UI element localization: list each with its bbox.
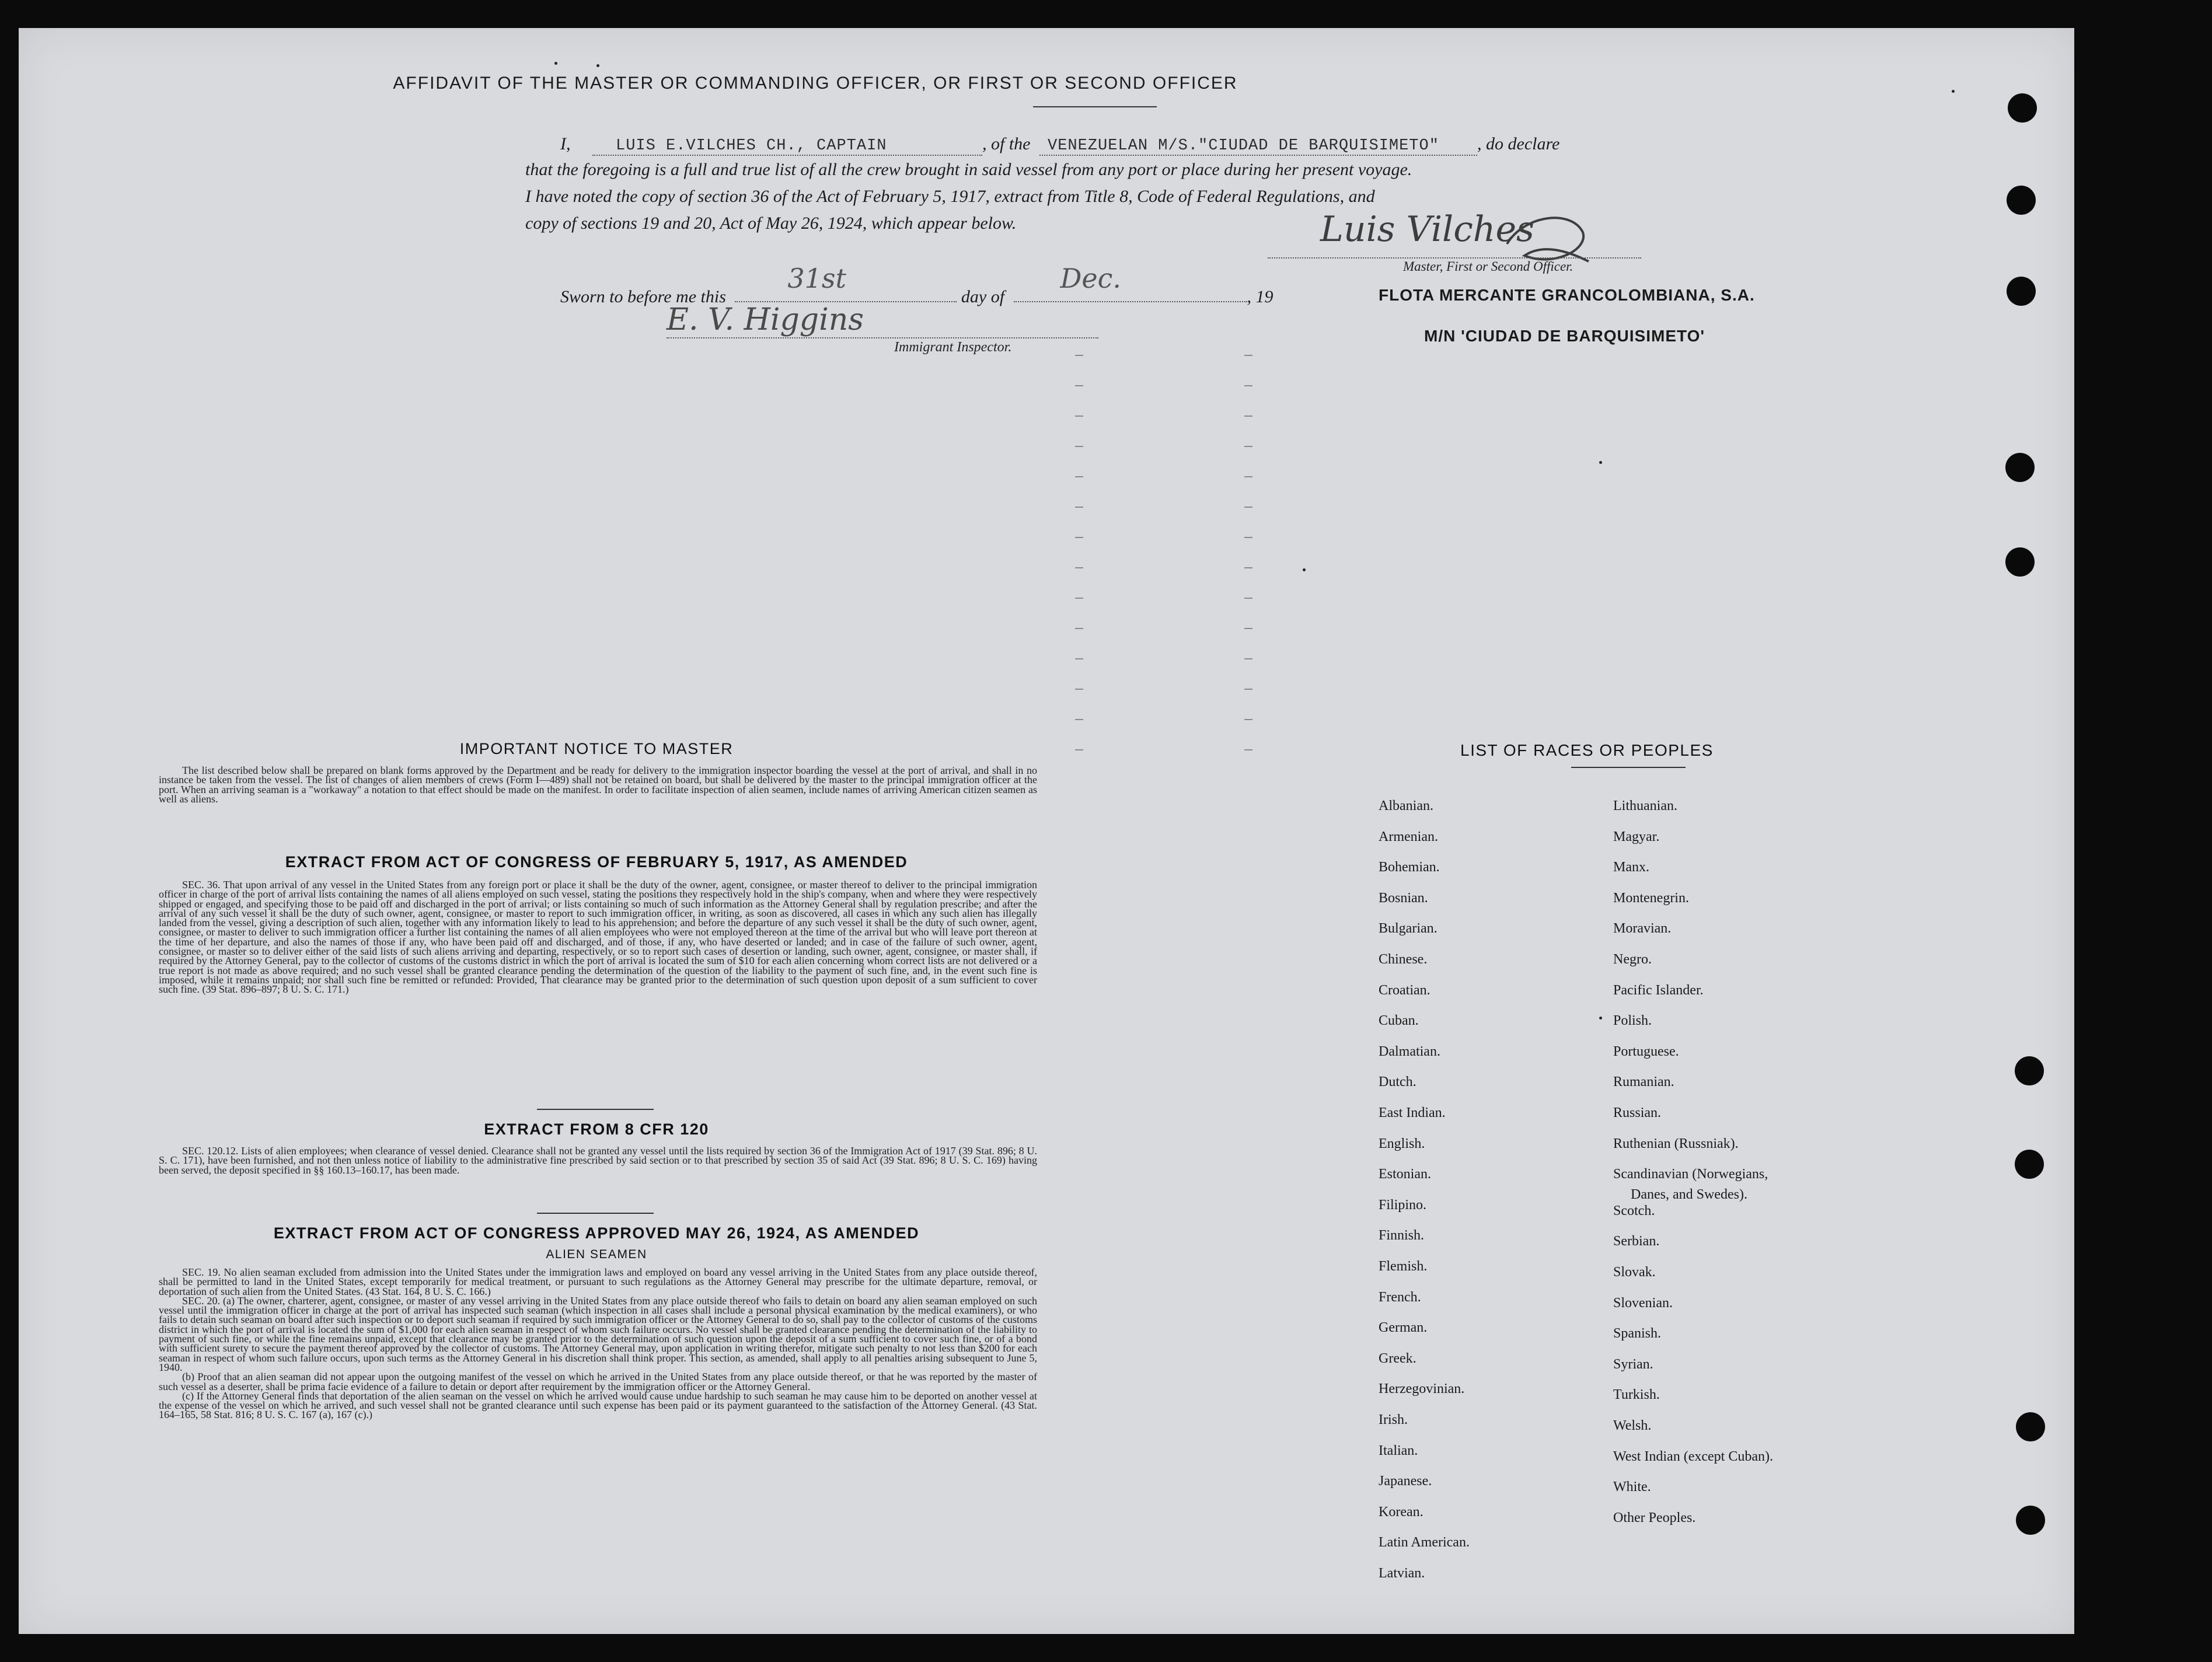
race-left-item: Estonian. (1379, 1167, 1431, 1182)
races-left-column (1379, 798, 1600, 1615)
year-prefix: , 19 (1247, 287, 1274, 306)
race-left-item: Flemish. (1379, 1259, 1428, 1274)
binder-hole (2016, 1506, 2045, 1535)
race-right-item: Spanish. (1613, 1326, 1662, 1342)
race-right-item: Russian. (1613, 1105, 1662, 1120)
sec-20a-paragraph: SEC. 20. (a) The owner, charterer, agent, consignee, or master of any vessel arriving in the United States from any place outside thereof who fails to detain on board any alien seaman employed on such vessel until the immigration officer in charge at the port of arrival has inspected such seaman (which inspection in all cases shall include a personal physical examination by the medical examiners), or who fails to detain such seaman on board after such inspection or to deport such seaman if required by such immigration officer or the Attorney General to do so, shall pay to the collector of customs of the customs district in which the port of arrival is located the sum of $1,000 for each alien seaman in respect of whom such failure occurs. No vessel shall be granted clearance pending the determination of the liability to payment of such fine, or while the fine remains unpaid, except that clearance may be granted prior to the determination of such question upon the deposit of a sum sufficient to cover such fine, or of a bond with sufficient surety to secure the payment thereof approved by the collector of customs. The Attorney General may, upon application in writing therefor, mitigate such penalty to not less than $200 for each seaman in respect of whom such failure occurs, upon such terms as the Attorney General in his discretion shall think proper. This section, as amended, shall apply to all penalties arising subsequent to June 5, 1940. (159, 1294, 1037, 1373)
speck-mark (554, 62, 557, 65)
extract-1917-heading: EXTRACT FROM ACT OF CONGRESS OF FEBRUARY 5, 1917, AS AMENDED (285, 853, 908, 871)
dash-mark (1244, 476, 1252, 477)
dash-mark (1075, 689, 1083, 690)
title-rule (1033, 106, 1157, 107)
extract-cfr-heading: EXTRACT FROM 8 CFR 120 (484, 1120, 709, 1138)
race-left-item: Bosnian. (1379, 890, 1428, 906)
binder-hole (2008, 93, 2037, 123)
race-left-item: Bulgarian. (1379, 921, 1438, 937)
notice-heading: IMPORTANT NOTICE TO MASTER (459, 740, 734, 757)
binder-hole (2016, 1412, 2045, 1441)
dash-mark (1075, 628, 1083, 629)
race-left-item: Korean. (1379, 1504, 1424, 1520)
race-left-item: Bohemian. (1379, 860, 1440, 875)
race-left-item: Herzegovinian. (1379, 1381, 1465, 1397)
speck-mark (596, 64, 599, 67)
binder-hole (2007, 186, 2036, 215)
race-right-item: Magyar. (1613, 829, 1660, 844)
race-left-item: Chinese. (1379, 952, 1428, 967)
race-left-item: Croatian. (1379, 982, 1431, 998)
dash-mark (1075, 355, 1083, 356)
race-left-item: Dutch. (1379, 1074, 1416, 1090)
extract-1924-heading: EXTRACT FROM ACT OF CONGRESS APPROVED MAY 26, 1924, AS AMENDED (273, 1224, 920, 1242)
sworn-label: Sworn to before me this (560, 287, 726, 306)
race-left-item: Irish. (1379, 1412, 1408, 1427)
dash-mark (1244, 537, 1252, 538)
sec-19-paragraph: SEC. 19. No alien seaman excluded from admission into the United States under the immigration laws and employed on board any vessel arriving in the United States from any place outside thereof, shall be permitted to land in the United States, except temporarily for medical treatment, or pursuant to such regulations as the Attorney General may prescribe for the ultimate departure, removal, or deportation of such alien from the United States. (43 Stat. 164, 8 U. S. C. 166.) (159, 1266, 1037, 1297)
officer-name: LUIS E.VILCHES CH., CAPTAIN (616, 137, 887, 155)
affidavit-line-4: copy of sections 19 and 20, Act of May 26, 1924, which appear below. (525, 214, 1017, 233)
race-right-item: Scotch. (1613, 1203, 1655, 1218)
binder-hole (2005, 453, 2035, 482)
race-left-item: Latin American. (1379, 1535, 1470, 1551)
race-right-item: White. (1613, 1479, 1651, 1495)
race-left-item: Cuban. (1379, 1013, 1419, 1029)
affidavit-line-1 (560, 134, 1559, 156)
dash-mark (1075, 567, 1083, 568)
race-right-item: Portuguese. (1613, 1043, 1679, 1059)
race-left-item: German. (1379, 1320, 1428, 1336)
dash-mark (1244, 598, 1252, 599)
i-label: I, (560, 134, 571, 153)
of-the-label: , of the (982, 134, 1031, 153)
race-left-item: Armenian. (1379, 829, 1438, 844)
dash-mark (1075, 507, 1083, 508)
dash-mark (1075, 385, 1083, 386)
dash-mark (1244, 416, 1252, 417)
race-right-item: Montenegrin. (1613, 890, 1689, 906)
dash-mark (1244, 507, 1252, 508)
dash-mark (1244, 355, 1252, 356)
sec-20c-paragraph: (c) If the Attorney General finds that deportation of the alien seaman on the vessel on which he arrived would cause undue hardship to such seaman he may cause him to be deported on another vessel at the expense of the vessel on which he arrived, and such vessel shall not be granted clearance until such expense has been paid or its payment guaranteed to the satisfaction of the Attorney General. (43 Stat. 164–165, 58 Stat. 816; 8 U. S. C. 167 (a), 167 (c).) (159, 1389, 1037, 1421)
race-left-item: French. (1379, 1289, 1421, 1305)
affidavit-title: AFFIDAVIT OF THE MASTER OR COMMANDING OFFICER, OR FIRST OR SECOND OFFICER (393, 74, 1238, 93)
master-signature: Luis Vilches (1320, 209, 1534, 250)
sworn-month: Dec. (1060, 263, 1122, 294)
speck-mark (1599, 1017, 1602, 1019)
day-of-label: day of (961, 287, 1005, 306)
document-page (19, 28, 2074, 1634)
inspector-signature-line (667, 337, 1098, 338)
race-right-item: Moravian. (1613, 921, 1672, 937)
race-right-item: Slovak. (1613, 1265, 1656, 1280)
binder-hole (2015, 1056, 2044, 1085)
race-right-item: Danes, and Swedes). (1631, 1186, 1747, 1202)
dash-mark (1244, 628, 1252, 629)
races-right-column (1613, 798, 1917, 1615)
race-right-item: Scandinavian (Norwegians, (1613, 1167, 1768, 1182)
race-right-item: Other Peoples. (1613, 1510, 1696, 1525)
dash-mark (1244, 719, 1252, 720)
dash-mark (1075, 658, 1083, 659)
extract-cfr-text (159, 1146, 1037, 1175)
race-left-item: Greek. (1379, 1350, 1416, 1366)
dash-mark (1075, 598, 1083, 599)
dash-mark (1244, 567, 1252, 568)
race-right-item: Serbian. (1613, 1234, 1660, 1249)
affidavit-line-2: that the foregoing is a full and true list of all the crew brought in said vessel from any port or place during her present voyage. (525, 160, 1412, 179)
dash-mark (1244, 385, 1252, 386)
race-right-item: West Indian (except Cuban). (1613, 1448, 1773, 1464)
inspector-label: Immigrant Inspector. (894, 340, 1012, 355)
race-left-item: Albanian. (1379, 798, 1433, 813)
sworn-day-field (735, 263, 957, 302)
do-declare-label: , do declare (1477, 134, 1560, 153)
race-right-item: Welsh. (1613, 1418, 1652, 1433)
races-heading-rule (1571, 767, 1686, 768)
race-right-item: Polish. (1613, 1013, 1652, 1029)
speck-mark (1303, 568, 1306, 571)
officer-name-field (592, 134, 982, 156)
extract-1917-paragraph: SEC. 36. That upon arrival of any vessel in the United States from any foreign port or place it shall be the duty of the owner, agent, consignee, or master thereof to deliver to the principal immigration officer in charge of the port of arrival lists containing the names of all aliens employed on such vessel, stating the positions they respectively hold in the ship's company, when and where they were respectively shipped or engaged, and specifying those to be paid off and discharged in the port of arrival; or lists containing so much of such information as the Attorney General shall by regulation prescribe; and after the arrival of any such vessel it shall be the duty of such owner, agent, consignee, or master to report to such immigration officer, in writing, as soon as discovered, all cases in which any such alien has illegally landed from the vessel, giving a description of such alien, together with any information likely to lead to his apprehension; and before the departure of any such vessel it shall be the duty of such owner, agent, consignee, or master to deliver to such immigration officer a further list containing the names of all alien employees who were not employed thereon at the time of the arrival but who will leave port thereon at the time of her departure, and also the names of those if any, who have been paid off and discharged, and of those, if any, who have deserted or landed; and in case of the failure of such owner, agent, consignee, or master so to deliver either of the said lists of such aliens arriving and departing, respectively, or so to report such cases of desertion or landing, such owner, agent, consignee, or master shall, if required by the Attorney General, pay to the collector of customs of the customs district in which the port of arrival is located the sum of $10 for each alien concerning whom correct lists are not delivered or a true report is not made as above required; and no such vessel shall be granted clearance pending the determination of the question of the liability to the payment of such fine, and, in the event such fine is imposed, while it remains unpaid; nor shall such fine be remitted or refunded: Provided, That clearance may be granted prior to the determination of such question upon deposit of a sum sufficient to cover such fine. (39 Stat. 896–897; 8 U. S. C. 171.) (159, 879, 1037, 996)
dash-mark (1075, 719, 1083, 720)
dash-mark (1244, 446, 1252, 447)
dash-mark (1075, 537, 1083, 538)
races-heading: LIST OF RACES OR PEOPLES (1460, 741, 1714, 759)
sworn-month-field (1014, 263, 1247, 302)
affidavit-line-3: I have noted the copy of section 36 of the Act of February 5, 1917, extract from Title 8, Code of Federal Regulations, and (525, 187, 1375, 206)
extract-1924-text (159, 1268, 1037, 1420)
race-right-item: Slovenian. (1613, 1295, 1673, 1311)
dash-mark (1075, 749, 1083, 750)
vessel-field (1039, 134, 1477, 156)
dash-mark (1075, 476, 1083, 477)
speck-mark (1952, 90, 1955, 93)
race-left-item: Japanese. (1379, 1474, 1432, 1489)
binder-hole (2015, 1150, 2044, 1179)
company-stamp-line-2: M/N 'CIUDAD DE BARQUISIMETO' (1424, 327, 1705, 345)
master-role-label: Master, First or Second Officer. (1403, 259, 1573, 274)
dash-mark (1244, 658, 1252, 659)
race-right-item: Pacific Islander. (1613, 982, 1704, 998)
alien-seamen-subheading: ALIEN SEAMEN (546, 1248, 647, 1261)
dash-mark (1244, 749, 1252, 750)
section-rule-2 (537, 1213, 654, 1214)
dash-mark (1244, 689, 1252, 690)
race-left-item: Dalmatian. (1379, 1043, 1440, 1059)
race-right-item: Negro. (1613, 952, 1652, 967)
sec-20b-paragraph: (b) Proof that an alien seaman did not appear upon the outgoing manifest of the vessel on which he arrived in the United States from any place outside thereof, or that he was reported by the master of such vessel as a deserter, shall be prima facie evidence of a failure to detain or deport after requirement by the immigration officer or the Attorney General. (159, 1371, 1037, 1392)
race-right-item: Ruthenian (Russniak). (1613, 1136, 1739, 1151)
binder-hole (2005, 547, 2035, 577)
vessel-name: VENEZUELAN M/S."CIUDAD DE BARQUISIMETO" (1048, 137, 1439, 155)
notice-text (159, 766, 1037, 804)
extract-cfr-paragraph: SEC. 120.12. Lists of alien employees; when clearance of vessel denied. Clearance shall not be granted any vessel until the lists required by section 36 of the Immigration Act of 1917 (39 Stat. 896; 8 U. S. C. 171), have been furnished, and not then unless notice of liability to the administrative fine prescribed by said section or to that prescribed by section 35 of said Act (39 Stat. 896; 8 U. S. C. 169) having been served, the deposit specified in §§ 160.13–160.17, has been made. (159, 1145, 1037, 1176)
dash-mark (1075, 446, 1083, 447)
race-right-item: Rumanian. (1613, 1074, 1674, 1090)
inspector-signature: E. V. Higgins (667, 302, 864, 337)
race-right-item: Syrian. (1613, 1356, 1653, 1372)
dash-mark (1075, 416, 1083, 417)
race-left-item: Italian. (1379, 1443, 1418, 1458)
race-left-item: Finnish. (1379, 1228, 1425, 1244)
race-left-item: East Indian. (1379, 1105, 1446, 1120)
race-left-item: Latvian. (1379, 1566, 1425, 1581)
speck-mark (1599, 461, 1602, 464)
extract-1917-text (159, 880, 1037, 994)
race-right-item: Lithuanian. (1613, 798, 1677, 813)
race-left-item: English. (1379, 1136, 1425, 1151)
race-left-item: Filipino. (1379, 1197, 1427, 1213)
race-right-item: Manx. (1613, 860, 1649, 875)
race-right-item: Turkish. (1613, 1387, 1660, 1403)
sworn-day: 31st (787, 263, 846, 294)
company-stamp-line-1: FLOTA MERCANTE GRANCOLOMBIANA, S.A. (1379, 286, 1755, 304)
notice-paragraph: The list described below shall be prepared on blank forms approved by the Department and be ready for delivery to the immigration inspector boarding the vessel at the port of arrival, and shall in no instance be taken from the vessel. The list of changes of alien members of crews (Form I—489) shall not be retained on board, but shall be delivered by the master to the principal immigration officer at the port. When an arriving seaman is a "workaway" a notation to that effect should be made on the manifest. In order to facilitate inspection of alien seamen, include names of arriving American citizen seamen as well as aliens. (159, 764, 1037, 805)
master-signature-line (1268, 257, 1641, 259)
binder-hole (2007, 277, 2036, 306)
section-rule-1 (537, 1109, 654, 1110)
